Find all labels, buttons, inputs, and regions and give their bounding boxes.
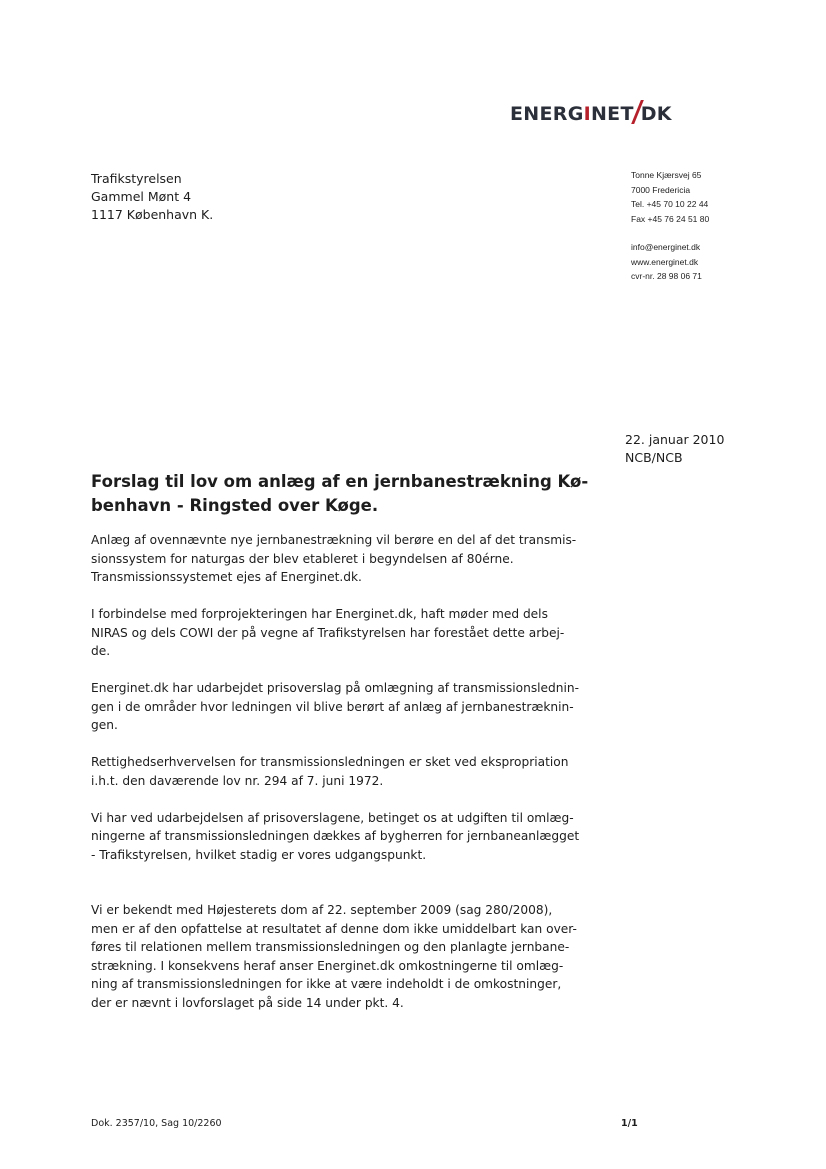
paragraph <box>91 679 611 735</box>
text-line: ning af transmissionsledningen for ikke at være indeholdt i de omkostninger, <box>91 977 562 991</box>
paragraph <box>91 809 611 865</box>
recipient-address <box>91 170 213 224</box>
text-line: føres til relationen mellem transmissionsledningen og den planlagte jernbane- <box>91 940 570 954</box>
text-line: - Trafikstyrelsen, hvilket stadig er vores udgangspunkt. <box>91 847 427 862</box>
text-line: Vi har ved udarbejdelsen af prisoverslagene, betinget os at udgiften til omlæg- <box>91 810 574 825</box>
sender-contact-block <box>631 168 709 284</box>
page-number: 1/1 <box>621 1118 638 1129</box>
sender-cvr: cvr-nr. 28 98 06 71 <box>631 271 702 281</box>
sender-fax: Fax +45 76 24 51 80 <box>631 213 710 224</box>
sender-phone: Tel. +45 70 10 22 44 <box>631 199 709 209</box>
text-line: NIRAS og dels COWI der på vegne af Trafikstyrelsen har forestået dette arbej- <box>91 625 565 640</box>
text-line: i.h.t. den daværende lov nr. 294 af 7. juni 1972. <box>91 773 384 788</box>
text-line: sionssystem for naturgas der blev etableret i begyndelsen af 80érne. <box>91 551 514 566</box>
energinet-logo: ENERGINET DK <box>510 100 672 125</box>
sender-line: 7000 Fredericia <box>631 184 691 195</box>
recipient-line: 1117 København K. <box>91 207 214 222</box>
paragraph <box>91 901 611 1012</box>
sender-line: Tonne Kjærsvej 65 <box>631 170 702 180</box>
title-line: Forslag til lov om anlæg af en jernbanestrækning Kø- <box>91 472 589 491</box>
text-line: men er af den opfattelse at resultatet af denne dom ikke umiddelbart kan over- <box>91 921 577 936</box>
title-line: benhavn - Ringsted over Køge. <box>91 496 379 515</box>
text-line: Transmissionssystemet ejes af Energinet.dk. <box>91 570 362 584</box>
text-line: Rettighedserhvervelsen for transmissionsledningen er sket ved ekspropriation <box>91 755 569 769</box>
text-line: der er nævnt i lovforslaget på side 14 under pkt. 4. <box>91 995 404 1010</box>
text-line: I forbindelse med forprojekteringen har Energinet.dk, haft møder med dels <box>91 607 548 621</box>
paragraph <box>91 753 611 790</box>
recipient-line: Trafikstyrelsen <box>91 171 182 186</box>
letter-date: 22. januar 2010 <box>625 432 725 447</box>
text-line: de. <box>91 644 111 658</box>
letter-title <box>91 470 611 518</box>
text-line: Energinet.dk har udarbejdet prisoverslag på omlægning af transmissionslednin- <box>91 681 580 695</box>
text-line: ningerne af transmissionsledningen dækkes af bygherren for jernbaneanlægget <box>91 829 580 843</box>
paragraph <box>91 531 611 587</box>
document-reference: Dok. 2357/10, Sag 10/2260 <box>91 1118 222 1129</box>
date-block <box>625 431 724 467</box>
text-line: Anlæg af ovennævnte nye jernbanestrækning vil berøre en del af det transmis- <box>91 533 577 547</box>
text-line: Vi er bekendt med Højesterets dom af 22. september 2009 (sag 280/2008), <box>91 903 553 917</box>
text-line: strækning. I konsekvens heraf anser Energinet.dk omkostningerne til omlæg- <box>91 958 564 973</box>
recipient-line: Gammel Mønt 4 <box>91 189 192 204</box>
sender-email: info@energinet.dk <box>631 242 701 252</box>
reference-initials: NCB/NCB <box>625 450 683 465</box>
text-line: gen i de områder hvor ledningen vil blive berørt af anlæg af jernbanestræknin- <box>91 699 574 714</box>
text-line: gen. <box>91 718 118 732</box>
letter-body <box>91 531 611 1031</box>
sender-website: www.energinet.dk <box>631 256 699 267</box>
paragraph <box>91 605 611 661</box>
